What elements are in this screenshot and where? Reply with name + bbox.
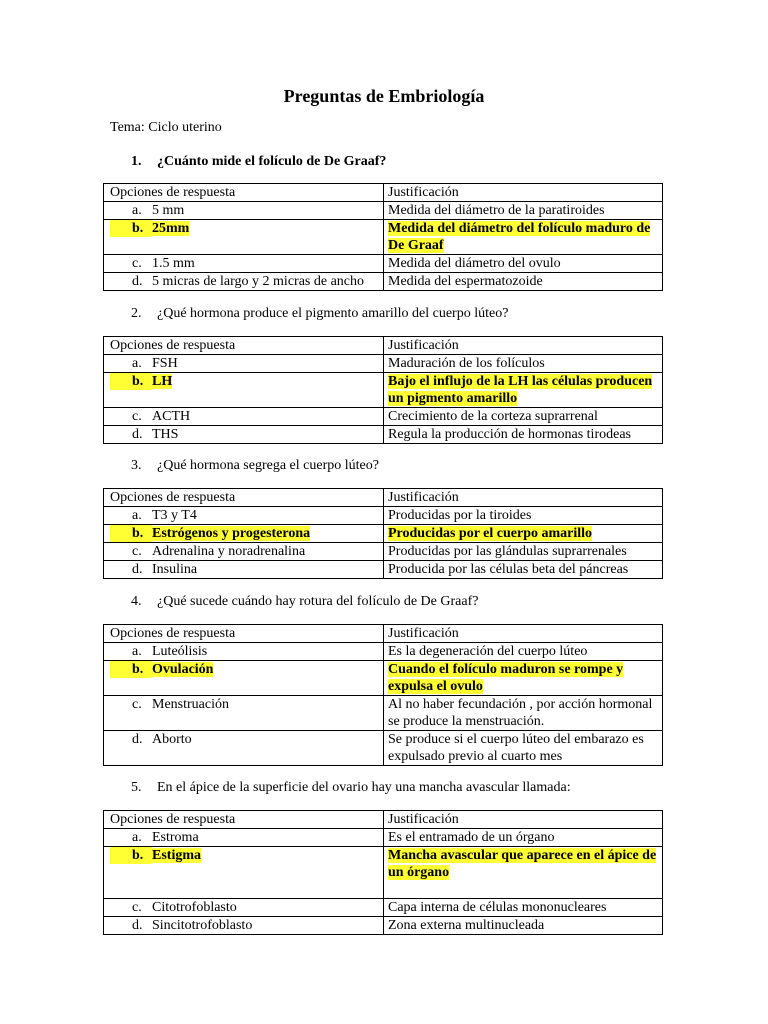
justification-text: Zona externa multinucleada [384, 917, 663, 935]
table-row [104, 543, 663, 561]
table-header-row [104, 337, 663, 355]
question-text: En el ápice de la superficie del ovario hay una mancha avascular llamada: [157, 780, 571, 795]
justification-text: Regula la producción de hormonas tirodeas [384, 426, 663, 444]
option-text: Ovulación [152, 662, 214, 677]
table-row [104, 899, 663, 917]
question-text: ¿Qué sucede cuándo hay rotura del folículo de De Graaf? [157, 594, 479, 609]
option-text: Luteólisis [152, 644, 208, 659]
options-table-1 [103, 183, 663, 291]
question-5 [131, 779, 571, 797]
option-letter: b. [110, 847, 152, 864]
option-text: Citotrofoblasto [152, 900, 237, 915]
option-text: ACTH [152, 409, 191, 424]
header-justification: Justificación [384, 625, 663, 643]
table-row-correct [104, 373, 663, 408]
table-row [104, 355, 663, 373]
option-letter: d. [132, 732, 143, 747]
option-letter: d. [132, 918, 143, 933]
table-row [104, 408, 663, 426]
question-text: ¿Qué hormona produce el pigmento amarillo del cuerpo lúteo? [157, 306, 509, 321]
justification-text: Maduración de los folículos [384, 355, 663, 373]
option-letter: a. [132, 644, 142, 659]
header-justification: Justificación [384, 811, 663, 829]
option-text: Aborto [152, 732, 192, 747]
options-table-5 [103, 810, 663, 935]
question-number: 4. [131, 594, 142, 609]
justification-text: Producidas por las glándulas suprarrenales [384, 543, 663, 561]
option-text: Insulina [152, 562, 198, 577]
justification-text: Medida del diámetro del ovulo [384, 255, 663, 273]
option-text: Estroma [152, 830, 199, 845]
table-row [104, 507, 663, 525]
justification-text: Mancha avascular que aparece en el ápice de un órgano [388, 848, 657, 880]
option-text: 5 micras de largo y 2 micras de ancho [152, 274, 365, 289]
option-text: T3 y T4 [152, 508, 197, 523]
options-table-3 [103, 488, 663, 579]
justification-text: Medida del espermatozoide [384, 273, 663, 291]
header-justification: Justificación [384, 337, 663, 355]
justification-text: Es la degeneración del cuerpo lúteo [384, 643, 663, 661]
table-header-row [104, 489, 663, 507]
option-letter: c. [132, 544, 142, 559]
header-options: Opciones de respuesta [104, 811, 384, 829]
question-text: ¿Qué hormona segrega el cuerpo lúteo? [157, 458, 379, 473]
option-letter: b. [110, 373, 152, 390]
option-letter: d. [132, 274, 143, 289]
option-letter: a. [132, 830, 142, 845]
option-letter: c. [132, 409, 142, 424]
option-text: Adrenalina y noradrenalina [152, 544, 306, 559]
table-row [104, 273, 663, 291]
question-3 [131, 457, 379, 475]
option-letter: a. [132, 356, 142, 371]
justification-text: Producida por las células beta del páncreas [384, 561, 663, 579]
header-options: Opciones de respuesta [104, 625, 384, 643]
justification-text: Bajo el influjo de la LH las células producen un pigmento amarillo [388, 374, 653, 406]
justification-text: Al no haber fecundación , por acción hormonal se produce la menstruación. [384, 696, 663, 731]
table-row-correct [104, 847, 663, 899]
table-header-row [104, 184, 663, 202]
option-text: 1.5 mm [152, 256, 195, 271]
header-options: Opciones de respuesta [104, 337, 384, 355]
table-row [104, 696, 663, 731]
options-table-2 [103, 336, 663, 444]
option-text: THS [152, 427, 179, 442]
options-table-4 [103, 624, 663, 766]
justification-text: Crecimiento de la corteza suprarrenal [384, 408, 663, 426]
option-letter: d. [132, 427, 143, 442]
table-row [104, 643, 663, 661]
table-header-row [104, 811, 663, 829]
header-justification: Justificación [384, 489, 663, 507]
option-letter: c. [132, 697, 142, 712]
header-options: Opciones de respuesta [104, 489, 384, 507]
option-letter: c. [132, 256, 142, 271]
justification-text: Producidas por la tiroides [384, 507, 663, 525]
option-text: Menstruación [152, 697, 229, 712]
question-4 [131, 593, 478, 611]
document-title: Preguntas de Embriología [283, 86, 485, 106]
option-text: Estrógenos y progesterona [152, 526, 311, 541]
option-letter: b. [110, 525, 152, 542]
option-text: FSH [152, 356, 178, 371]
option-letter: a. [132, 203, 142, 218]
question-2 [131, 305, 508, 323]
question-text: ¿Cuánto mide el folículo de De Graaf? [157, 154, 387, 169]
table-row [104, 731, 663, 766]
topic-line: Tema: Ciclo uterino [110, 120, 222, 135]
table-row-correct [104, 661, 663, 696]
table-row [104, 255, 663, 273]
option-text: Sincitotrofoblasto [152, 918, 253, 933]
option-text: 5 mm [152, 203, 185, 218]
justification-text: Capa interna de células mononucleares [384, 899, 663, 917]
option-text: 25mm [152, 221, 190, 236]
table-row [104, 202, 663, 220]
option-text: Estigma [152, 848, 201, 863]
option-letter: b. [110, 220, 152, 237]
option-letter: b. [110, 661, 152, 678]
justification-text: Medida del diámetro del folículo maduro de De Graaf [388, 221, 651, 253]
table-row-correct [104, 525, 663, 543]
table-row [104, 426, 663, 444]
header-options: Opciones de respuesta [104, 184, 384, 202]
header-justification: Justificación [384, 184, 663, 202]
table-row [104, 917, 663, 935]
question-number: 2. [131, 306, 142, 321]
table-header-row [104, 625, 663, 643]
option-text: LH [152, 374, 173, 389]
option-letter: d. [132, 562, 143, 577]
table-row [104, 561, 663, 579]
justification-text: Producidas por el cuerpo amarillo [388, 526, 593, 541]
justification-text: Cuando el folículo maduron se rompe y expulsa el ovulo [388, 662, 624, 694]
table-row [104, 829, 663, 847]
justification-text: Es el entramado de un órgano [384, 829, 663, 847]
question-number: 5. [131, 780, 142, 795]
justification-text: Medida del diámetro de la paratiroides [384, 202, 663, 220]
question-number: 3. [131, 458, 142, 473]
option-letter: c. [132, 900, 142, 915]
option-letter: a. [132, 508, 142, 523]
table-row-correct [104, 220, 663, 255]
justification-text: Se produce si el cuerpo lúteo del embarazo es expulsado previo al cuarto mes [384, 731, 663, 766]
question-1 [131, 153, 386, 171]
question-number: 1. [131, 154, 142, 169]
